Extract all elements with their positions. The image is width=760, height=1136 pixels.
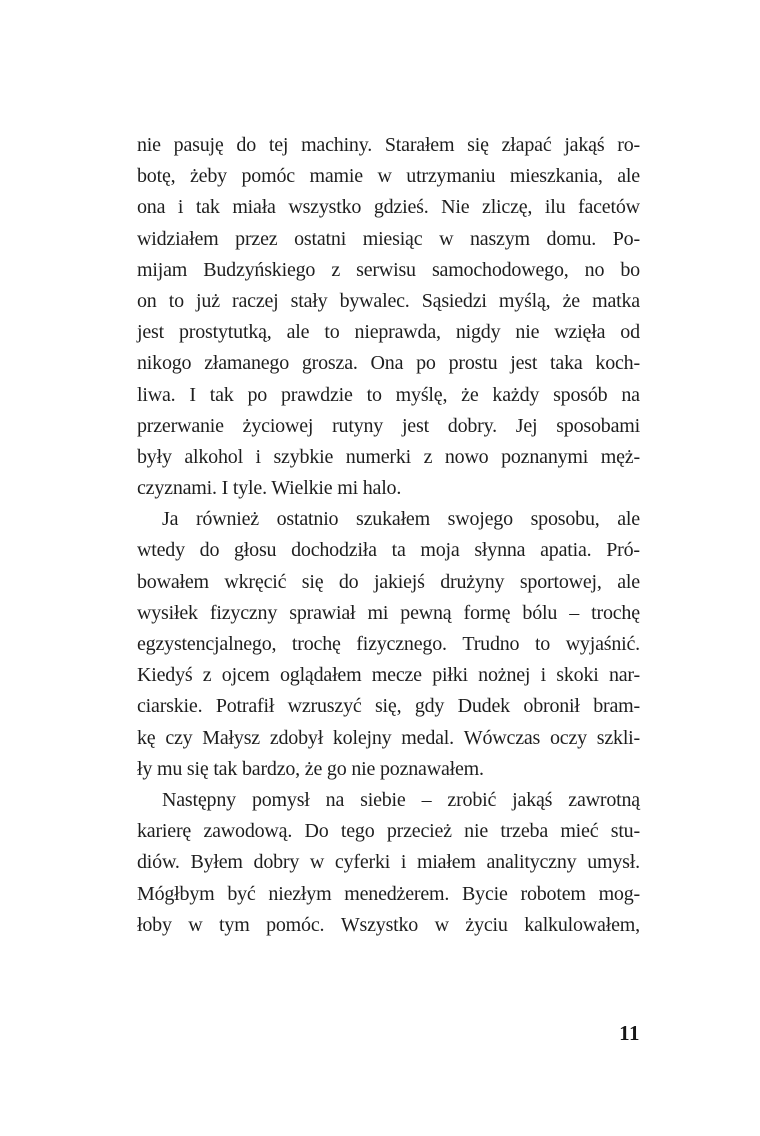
text-line: Mógłbym być niezłym menedżerem. Bycie robotem mog- <box>137 882 640 905</box>
text-line: karierę zawodową. Do tego przecież nie trzeba mieć stu- <box>137 820 640 843</box>
text-line: diów. Byłem dobry w cyferki i miałem analityczny umysł. <box>137 851 640 874</box>
page-text <box>137 130 640 941</box>
text-line: wtedy do głosu dochodziła ta moja słynna apatia. Pró- <box>137 539 640 562</box>
text-line: mijam Budzyńskiego z serwisu samochodowego, no bo <box>137 258 640 281</box>
text-line: wysiłek fizyczny sprawiał mi pewną formę bólu – trochę <box>137 601 640 624</box>
text-line: jest prostytutką, ale to nieprawda, nigdy nie wzięła od <box>137 321 640 344</box>
text-line: on to już raczej stały bywalec. Sąsiedzi myślą, że matka <box>137 289 640 312</box>
text-line: były alkohol i szybkie numerki z nowo poznanymi męż- <box>137 445 640 468</box>
paragraph <box>137 504 640 785</box>
text-line: liwa. I tak po prawdzie to myślę, że każdy sposób na <box>137 383 640 406</box>
text-line: nikogo złamanego grosza. Ona po prostu jest taka koch- <box>137 352 640 375</box>
text-line: czyznami. I tyle. Wielkie mi halo. <box>137 477 402 500</box>
text-line: łoby w tym pomóc. Wszystko w życiu kalkulowałem, <box>137 913 640 936</box>
text-line: botę, żeby pomóc mamie w utrzymaniu mieszkania, ale <box>137 165 640 188</box>
text-line: Kiedyś z ojcem oglądałem mecze piłki nożnej i skoki nar- <box>137 664 640 687</box>
text-line: bowałem wkręcić się do jakiejś drużyny sportowej, ale <box>137 570 640 593</box>
text-line: ciarskie. Potrafił wzruszyć się, gdy Dudek obronił bram- <box>137 695 640 718</box>
text-line: przerwanie życiowej rutyny jest dobry. Jej sposobami <box>137 414 640 437</box>
text-line: ona i tak miała wszystko gdzieś. Nie zliczę, ilu facetów <box>137 196 640 219</box>
text-line: egzystencjalnego, trochę fizycznego. Trudno to wyjaśnić. <box>137 633 640 655</box>
paragraph <box>137 785 640 941</box>
text-line: widziałem przez ostatni miesiąc w naszym domu. Po- <box>137 227 640 250</box>
paragraph <box>137 130 640 504</box>
text-line: Ja również ostatnio szukałem swojego sposobu, ale <box>162 508 640 531</box>
text-line: kę czy Małysz zdobył kolejny medal. Wówczas oczy szkli- <box>137 726 640 749</box>
text-line: ły mu się tak bardzo, że go nie poznawałem. <box>137 757 484 780</box>
text-line: nie pasuję do tej machiny. Starałem się złapać jakąś ro- <box>137 134 640 156</box>
text-line: Następny pomysł na siebie – zrobić jakąś zawrotną <box>162 788 640 811</box>
page-number: 11 <box>619 1021 640 1045</box>
